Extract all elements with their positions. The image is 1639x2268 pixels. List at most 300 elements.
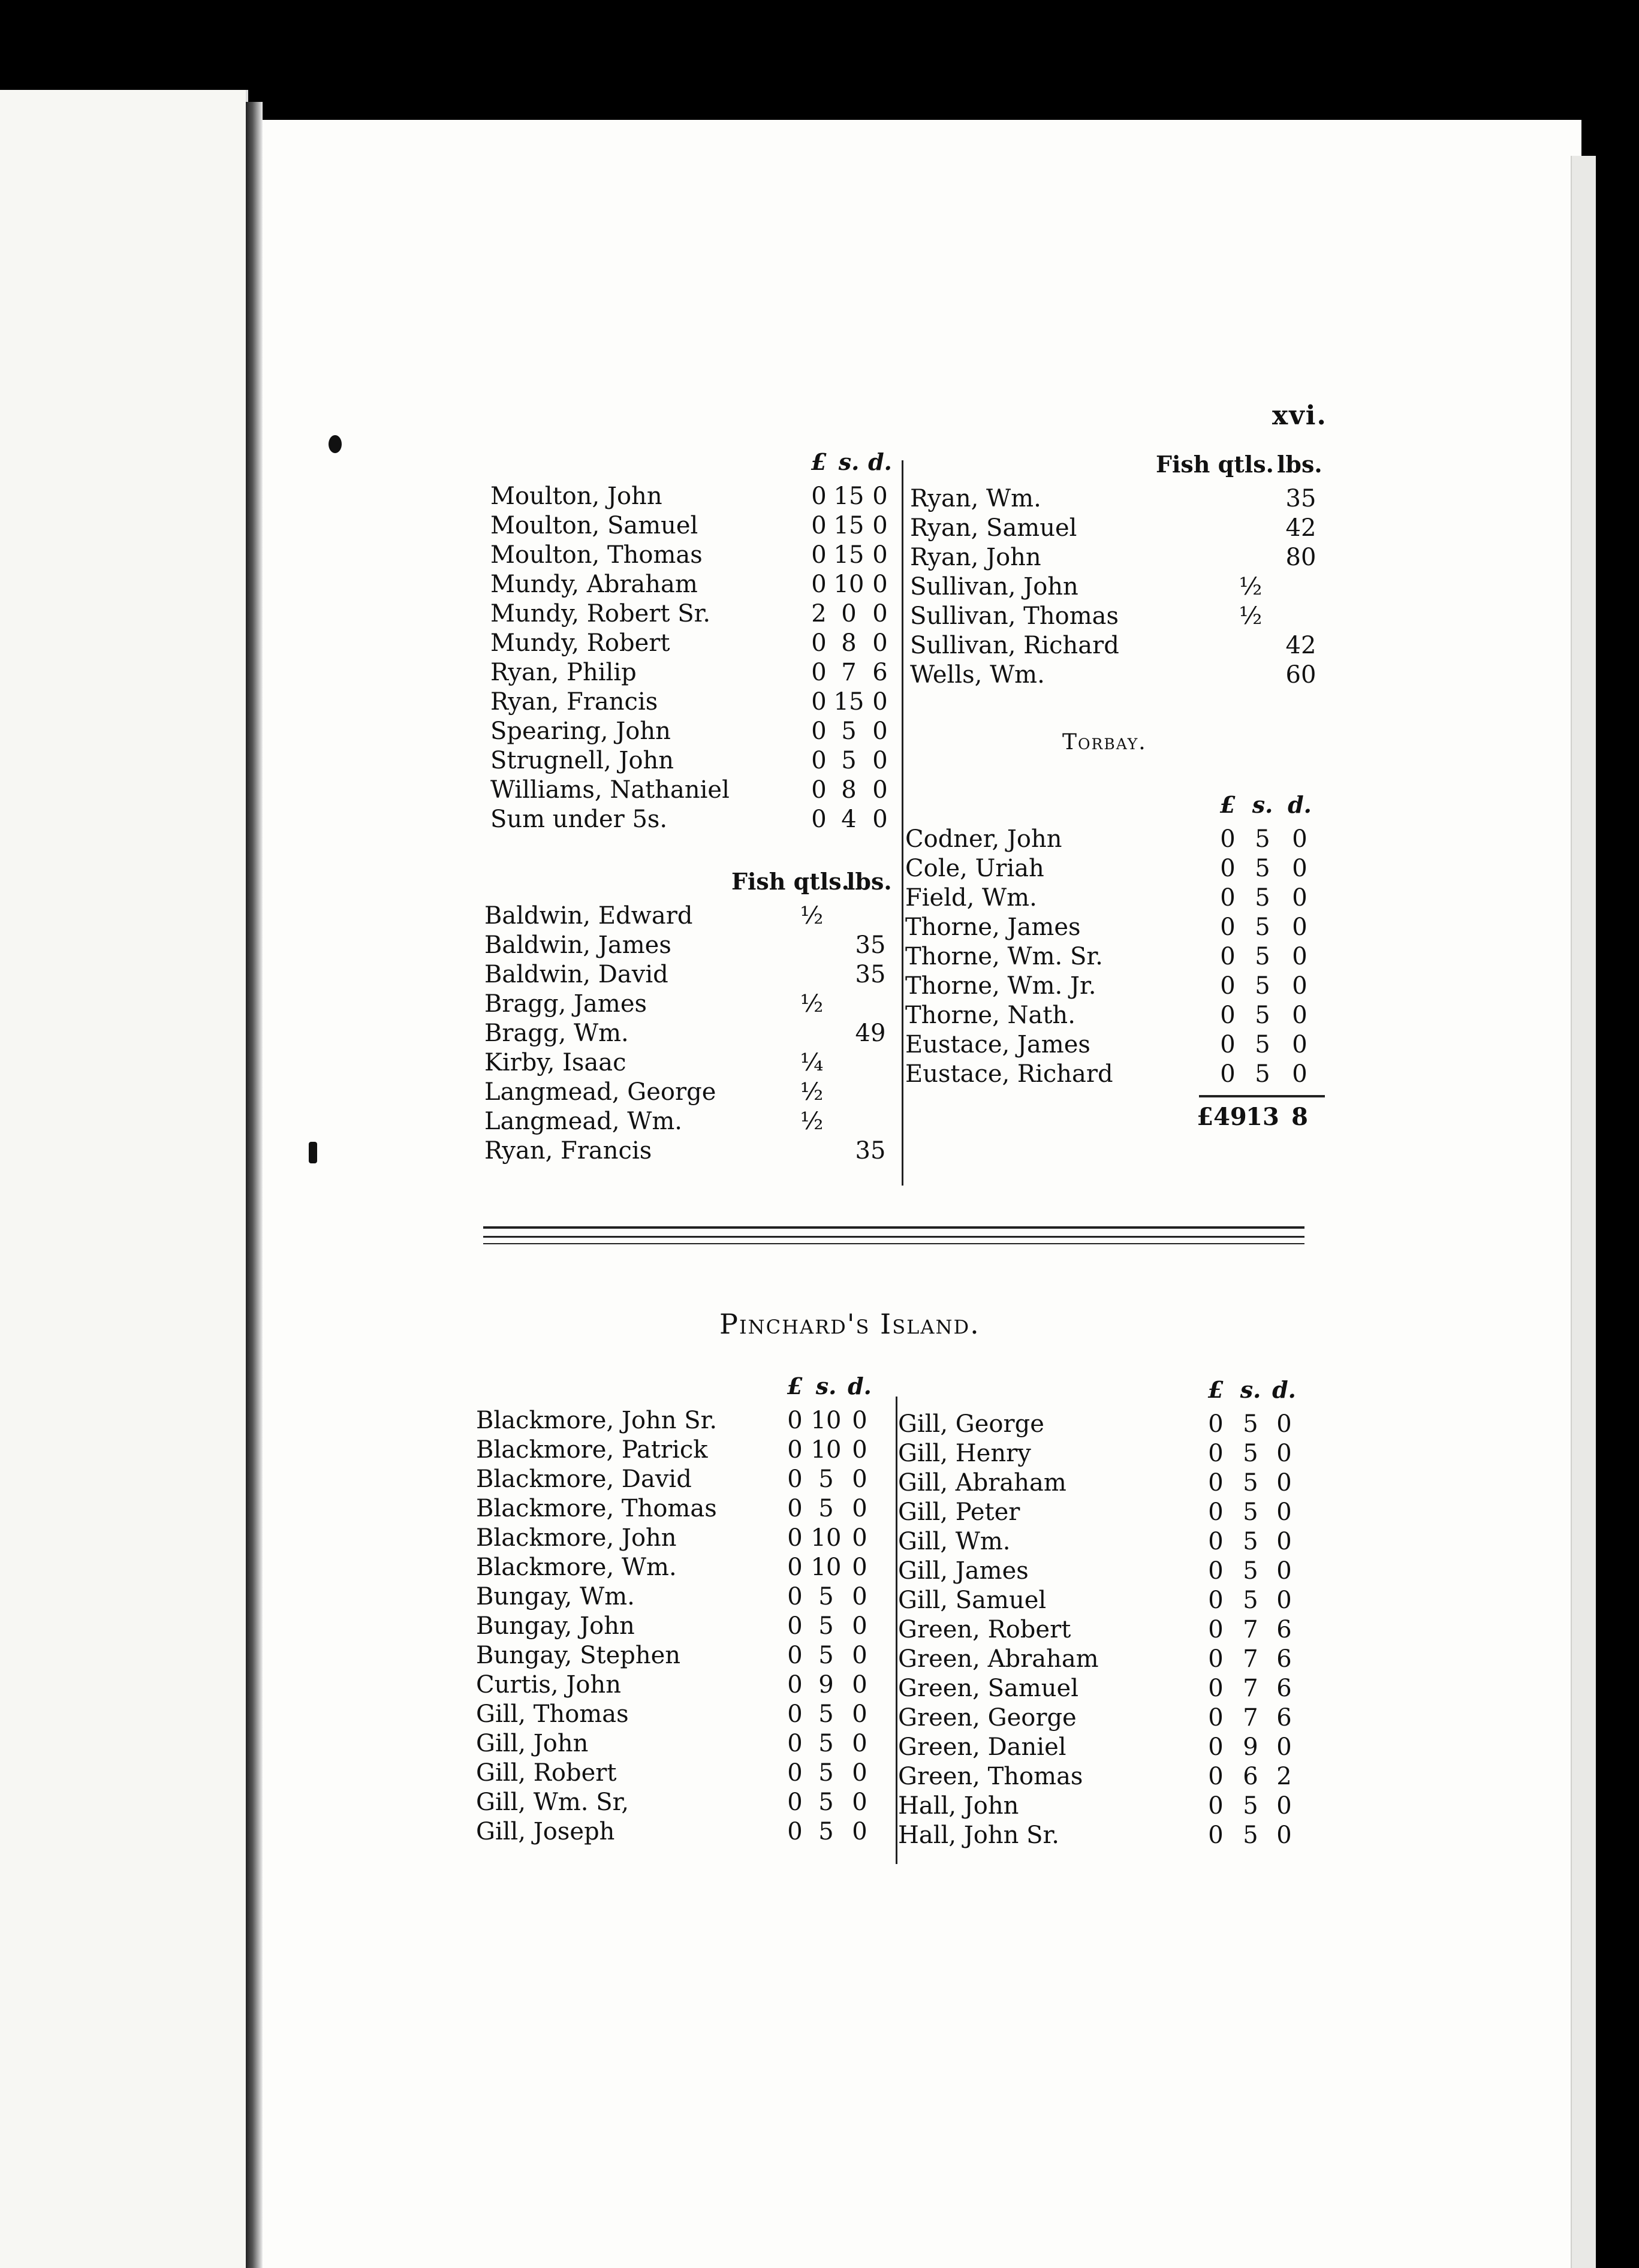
- lbs-value: 42: [1285, 514, 1316, 542]
- shillings-value: 5: [1243, 1498, 1258, 1526]
- pounds-value: 0: [787, 1730, 803, 1757]
- pence-header: d.: [848, 1373, 872, 1400]
- lbs-value: 49: [855, 1020, 886, 1047]
- pounds-value: 0: [811, 512, 827, 539]
- shillings-header: s.: [1240, 1376, 1261, 1403]
- table-row: [490, 541, 910, 570]
- lbs-header: lbs.: [1277, 451, 1322, 478]
- table-row: [476, 1670, 896, 1700]
- pounds-value: 0: [1220, 913, 1236, 941]
- fish-header: [484, 868, 904, 901]
- table-row: [476, 1641, 896, 1670]
- total-pounds: £49: [1197, 1103, 1247, 1131]
- shillings-value: 5: [1243, 1587, 1258, 1614]
- table-row: [898, 1615, 1330, 1645]
- pence-value: 0: [852, 1524, 867, 1552]
- pence-value: 6: [1276, 1704, 1292, 1732]
- pounds-value: 0: [787, 1465, 803, 1493]
- person-name: Ryan, Wm.: [910, 485, 1041, 512]
- table-row: [476, 1612, 896, 1641]
- person-name: Blackmore, Thomas: [476, 1495, 717, 1522]
- shillings-value: 5: [1255, 972, 1270, 1000]
- pounds-header: £: [1207, 1376, 1224, 1403]
- pounds-value: 0: [1220, 1060, 1236, 1088]
- person-name: Green, Daniel: [898, 1733, 1066, 1761]
- pence-value: 0: [1276, 1410, 1292, 1438]
- table-row: [910, 602, 1342, 631]
- shillings-value: 7: [1243, 1645, 1258, 1673]
- shillings-value: 5: [818, 1789, 834, 1816]
- shillings-value: 7: [1243, 1675, 1258, 1702]
- person-name: Gill, Henry: [898, 1440, 1031, 1467]
- table-row: [476, 1553, 896, 1582]
- pinchards-right-table: [898, 1376, 1330, 1850]
- pence-value: 0: [872, 541, 888, 569]
- table-row: [898, 1821, 1330, 1850]
- pence-value: 0: [1276, 1733, 1292, 1761]
- pounds-value: 0: [811, 629, 827, 657]
- shillings-header: s.: [838, 448, 860, 475]
- pinchards-left-table: [476, 1373, 896, 1847]
- pence-value: 0: [852, 1436, 867, 1464]
- lbs-value: 35: [855, 961, 886, 988]
- table-row: [910, 631, 1342, 661]
- person-name: Sullivan, Thomas: [910, 602, 1119, 630]
- pounds-value: 0: [1220, 884, 1236, 912]
- person-name: Moulton, John: [490, 482, 662, 510]
- table-row: [905, 972, 1337, 1001]
- table-row: [490, 746, 910, 776]
- person-name: Hall, John: [898, 1792, 1019, 1820]
- pence-value: 0: [1292, 825, 1307, 853]
- pence-value: 6: [872, 659, 888, 686]
- shillings-value: 5: [1255, 913, 1270, 941]
- lbs-value: 60: [1285, 661, 1316, 689]
- table-row: [898, 1792, 1330, 1821]
- shillings-value: 10: [811, 1554, 842, 1581]
- pounds-value: 0: [1208, 1645, 1224, 1673]
- pounds-value: 0: [811, 806, 827, 833]
- person-name: Langmead, George: [484, 1078, 716, 1106]
- table-row: [898, 1498, 1330, 1527]
- pounds-value: 0: [1208, 1587, 1224, 1614]
- pounds-value: 0: [1208, 1469, 1224, 1497]
- person-name: Ryan, Philip: [490, 659, 637, 686]
- total-shillings: 13: [1246, 1103, 1279, 1131]
- shillings-value: 5: [818, 1759, 834, 1787]
- lbs-value: 35: [1285, 485, 1316, 512]
- table-row: [898, 1762, 1330, 1792]
- person-name: Baldwin, Edward: [484, 902, 693, 930]
- pence-value: 0: [872, 571, 888, 598]
- shillings-value: 8: [841, 629, 857, 657]
- pence-value: 0: [872, 629, 888, 657]
- pence-value: 0: [1292, 972, 1307, 1000]
- section-rule: [483, 1226, 1304, 1229]
- table-row: [905, 883, 1337, 913]
- pounds-value: 0: [787, 1583, 803, 1610]
- person-name: Blackmore, John: [476, 1524, 677, 1552]
- person-name: Eustace, Richard: [905, 1060, 1113, 1088]
- fish-qtls-value: ¼: [800, 1049, 824, 1076]
- person-name: Baldwin, David: [484, 961, 668, 988]
- table-row: [476, 1465, 896, 1494]
- pounds-header: £: [1219, 791, 1236, 818]
- pounds-value: 0: [811, 776, 827, 804]
- person-name: Bungay, Wm.: [476, 1583, 635, 1610]
- shillings-value: 10: [811, 1407, 842, 1434]
- person-name: Green, Samuel: [898, 1675, 1079, 1702]
- section-rule: [483, 1236, 1304, 1238]
- pounds-value: 0: [1208, 1616, 1224, 1643]
- torbay-table: [905, 791, 1337, 1132]
- table-row: [905, 942, 1337, 972]
- pence-value: 0: [1276, 1587, 1292, 1614]
- shillings-value: 9: [1243, 1733, 1258, 1761]
- pounds-value: 0: [787, 1818, 803, 1845]
- lbs-value: 80: [1285, 544, 1316, 571]
- person-name: Gill, Peter: [898, 1498, 1020, 1526]
- person-name: Ryan, Francis: [490, 688, 658, 716]
- shillings-value: 5: [1243, 1557, 1258, 1585]
- shillings-value: 5: [1255, 825, 1270, 853]
- shillings-value: 7: [1243, 1616, 1258, 1643]
- left-fish-table: [484, 868, 904, 1166]
- pence-value: 0: [852, 1612, 867, 1640]
- table-row: [905, 854, 1337, 883]
- pence-value: 0: [852, 1671, 867, 1699]
- shillings-value: 15: [833, 541, 864, 569]
- right-fish-table: [910, 451, 1342, 690]
- pounds-value: 0: [787, 1554, 803, 1581]
- pence-value: 0: [872, 747, 888, 774]
- table-row: [476, 1729, 896, 1759]
- table-row: [898, 1439, 1330, 1468]
- person-name: Wells, Wm.: [910, 661, 1045, 689]
- table-row: [476, 1759, 896, 1788]
- pounds-value: 0: [1220, 855, 1236, 882]
- money-header: [905, 791, 1337, 825]
- total-pence: 8: [1291, 1103, 1308, 1131]
- shillings-value: 5: [818, 1495, 834, 1522]
- pence-value: 0: [1292, 884, 1307, 912]
- shillings-value: 5: [1255, 1060, 1270, 1088]
- table-row: [476, 1582, 896, 1612]
- pounds-value: 0: [787, 1789, 803, 1816]
- shillings-value: 5: [1255, 884, 1270, 912]
- pounds-value: 0: [1208, 1410, 1224, 1438]
- person-name: Ryan, Samuel: [910, 514, 1077, 542]
- shillings-value: 5: [1243, 1410, 1258, 1438]
- table-row: [490, 717, 910, 746]
- pounds-value: 0: [1208, 1528, 1224, 1555]
- pence-value: 0: [1292, 1002, 1307, 1029]
- person-name: Green, Robert: [898, 1616, 1071, 1643]
- shillings-value: 7: [1243, 1704, 1258, 1732]
- ink-blot: [329, 435, 342, 453]
- person-name: Sullivan, Richard: [910, 632, 1119, 659]
- table-row: [898, 1586, 1330, 1615]
- table-row: [905, 825, 1337, 854]
- table-row: [898, 1703, 1330, 1733]
- pounds-value: 0: [787, 1407, 803, 1434]
- lbs-value: 42: [1285, 632, 1316, 659]
- person-name: Moulton, Thomas: [490, 541, 703, 569]
- pence-value: 0: [852, 1700, 867, 1728]
- pounds-value: 0: [1208, 1821, 1224, 1849]
- table-row: [490, 629, 910, 658]
- shillings-value: 5: [818, 1730, 834, 1757]
- person-name: Gill, Wm. Sr,: [476, 1789, 629, 1816]
- shillings-value: 5: [818, 1465, 834, 1493]
- person-name: Eustace, James: [905, 1031, 1090, 1058]
- fish-qtls-value: ½: [1239, 573, 1263, 601]
- table-row: [898, 1410, 1330, 1439]
- pounds-value: 0: [1220, 972, 1236, 1000]
- section-rule: [483, 1243, 1304, 1244]
- person-name: Moulton, Samuel: [490, 512, 698, 539]
- book-gutter: [246, 102, 263, 2268]
- person-name: Thorne, Wm. Jr.: [905, 972, 1096, 1000]
- pence-value: 0: [872, 688, 888, 716]
- table-row: [910, 543, 1342, 572]
- table-row: [484, 901, 904, 931]
- shillings-value: 9: [818, 1671, 834, 1699]
- person-name: Gill, Abraham: [898, 1469, 1066, 1497]
- table-row: [490, 658, 910, 687]
- table-row: [476, 1524, 896, 1553]
- person-name: Hall, John Sr.: [898, 1821, 1059, 1849]
- person-name: Gill, Wm.: [898, 1528, 1011, 1555]
- table-row: [910, 484, 1342, 514]
- person-name: Gill, John: [476, 1730, 589, 1757]
- pence-value: 0: [852, 1554, 867, 1581]
- pence-value: 0: [852, 1642, 867, 1669]
- pounds-header: £: [787, 1373, 803, 1400]
- table-row: [898, 1527, 1330, 1557]
- pence-value: 0: [872, 776, 888, 804]
- person-name: Gill, Robert: [476, 1759, 617, 1787]
- money-header: [476, 1373, 896, 1406]
- person-name: Thorne, James: [905, 913, 1081, 941]
- pence-value: 0: [852, 1465, 867, 1493]
- shillings-value: 15: [833, 482, 864, 510]
- shillings-header: s.: [1252, 791, 1273, 818]
- pence-value: 0: [1292, 943, 1307, 970]
- pence-value: 0: [852, 1789, 867, 1816]
- table-row: [898, 1733, 1330, 1762]
- left-money-table: [490, 448, 910, 834]
- person-name: Thorne, Nath.: [905, 1002, 1075, 1029]
- pounds-value: 0: [811, 747, 827, 774]
- pounds-value: 0: [1208, 1557, 1224, 1585]
- table-row: [490, 482, 910, 511]
- table-row: [476, 1700, 896, 1729]
- pence-value: 0: [1276, 1821, 1292, 1849]
- fish-qtls-header: Fish qtls.: [1156, 451, 1274, 478]
- person-name: Mundy, Robert: [490, 629, 670, 657]
- person-name: Gill, Samuel: [898, 1587, 1047, 1614]
- pence-value: 0: [852, 1759, 867, 1787]
- pounds-value: 0: [1220, 825, 1236, 853]
- shillings-value: 5: [1255, 1002, 1270, 1029]
- pence-value: 0: [1292, 1060, 1307, 1088]
- person-name: Langmead, Wm.: [484, 1108, 683, 1135]
- table-row: [490, 511, 910, 541]
- fish-header: [910, 451, 1342, 484]
- fish-qtls-value: ½: [800, 902, 824, 930]
- fish-qtls-value: ½: [800, 990, 824, 1018]
- table-row: [898, 1557, 1330, 1586]
- shillings-value: 5: [1243, 1440, 1258, 1467]
- person-name: Baldwin, James: [484, 931, 671, 959]
- shillings-value: 5: [841, 747, 857, 774]
- pence-value: 0: [872, 512, 888, 539]
- column-divider: [902, 460, 903, 1186]
- table-row: [476, 1435, 896, 1465]
- fish-qtls-value: ½: [800, 1108, 824, 1135]
- shillings-value: 8: [841, 776, 857, 804]
- table-row: [490, 805, 910, 834]
- pounds-value: 0: [1208, 1704, 1224, 1732]
- pounds-value: 0: [1220, 1031, 1236, 1058]
- person-name: Bungay, Stephen: [476, 1642, 681, 1669]
- person-name: Ryan, John: [910, 544, 1041, 571]
- table-row: [484, 990, 904, 1019]
- ink-blot: [309, 1142, 317, 1163]
- person-name: Gill, Thomas: [476, 1700, 629, 1728]
- pounds-value: 0: [811, 659, 827, 686]
- table-row: [905, 1001, 1337, 1030]
- section-title: Pinchard's Island.: [719, 1308, 980, 1340]
- column-divider: [896, 1397, 897, 1864]
- person-name: Blackmore, Patrick: [476, 1436, 708, 1464]
- shillings-value: 5: [1255, 943, 1270, 970]
- shillings-value: 15: [833, 512, 864, 539]
- shillings-value: 5: [818, 1583, 834, 1610]
- pounds-value: 0: [1208, 1792, 1224, 1820]
- pounds-value: 0: [787, 1524, 803, 1552]
- table-row: [484, 931, 904, 960]
- pounds-value: 0: [1208, 1733, 1224, 1761]
- table-row: [898, 1674, 1330, 1703]
- shillings-value: 15: [833, 688, 864, 716]
- pence-header: d.: [1288, 791, 1312, 818]
- fish-qtls-header: Fish qtls.: [731, 868, 849, 895]
- person-name: Cole, Uriah: [905, 855, 1044, 882]
- fish-qtls-value: ½: [800, 1078, 824, 1106]
- page-number: xvi.: [1272, 400, 1327, 431]
- table-row: [476, 1788, 896, 1817]
- shillings-value: 6: [1243, 1763, 1258, 1790]
- pence-value: 6: [1276, 1616, 1292, 1643]
- table-row: [490, 687, 910, 717]
- lbs-header: lbs.: [846, 868, 892, 895]
- pounds-value: 0: [787, 1759, 803, 1787]
- table-row: [910, 514, 1342, 543]
- shillings-value: 10: [811, 1524, 842, 1552]
- person-name: Blackmore, Wm.: [476, 1554, 677, 1581]
- pence-value: 0: [852, 1495, 867, 1522]
- person-name: Bragg, James: [484, 990, 647, 1018]
- shillings-value: 10: [811, 1436, 842, 1464]
- person-name: Bragg, Wm.: [484, 1020, 629, 1047]
- pounds-value: 0: [787, 1671, 803, 1699]
- pounds-value: 0: [1208, 1440, 1224, 1467]
- shillings-value: 5: [818, 1700, 834, 1728]
- person-name: Kirby, Isaac: [484, 1049, 626, 1076]
- table-row: [484, 1019, 904, 1048]
- person-name: Thorne, Wm. Sr.: [905, 943, 1103, 970]
- pounds-value: 0: [787, 1495, 803, 1522]
- table-row: [898, 1468, 1330, 1498]
- shillings-value: 5: [818, 1612, 834, 1640]
- document-page: [263, 120, 1581, 2268]
- table-row: [905, 1060, 1337, 1089]
- person-name: Mundy, Robert Sr.: [490, 600, 711, 628]
- person-name: Bungay, John: [476, 1612, 635, 1640]
- page-edge: [1571, 156, 1596, 2268]
- person-name: Green, George: [898, 1704, 1077, 1732]
- table-row: [484, 1107, 904, 1136]
- person-name: Field, Wm.: [905, 884, 1037, 912]
- facing-page: [0, 90, 248, 2268]
- pounds-value: 0: [1208, 1763, 1224, 1790]
- total-rule: [1199, 1095, 1325, 1097]
- shillings-value: 5: [1255, 1031, 1270, 1058]
- table-row: [905, 913, 1337, 942]
- shillings-value: 5: [841, 717, 857, 745]
- pence-value: 2: [1276, 1763, 1292, 1790]
- person-name: Gill, George: [898, 1410, 1044, 1438]
- person-name: Blackmore, David: [476, 1465, 692, 1493]
- pounds-value: 0: [1220, 1002, 1236, 1029]
- pence-value: 0: [1276, 1528, 1292, 1555]
- pence-value: 0: [872, 482, 888, 510]
- torbay-total: [905, 1102, 1337, 1132]
- pounds-value: 0: [787, 1700, 803, 1728]
- pounds-value: 0: [787, 1436, 803, 1464]
- person-name: Green, Abraham: [898, 1645, 1099, 1673]
- person-name: Gill, Joseph: [476, 1818, 615, 1845]
- pounds-value: 0: [811, 482, 827, 510]
- pounds-value: 0: [811, 541, 827, 569]
- person-name: Gill, James: [898, 1557, 1029, 1585]
- pence-value: 0: [1276, 1440, 1292, 1467]
- table-row: [484, 1048, 904, 1078]
- table-row: [490, 570, 910, 599]
- person-name: Strugnell, John: [490, 747, 674, 774]
- table-row: [910, 572, 1342, 602]
- pence-value: 0: [872, 717, 888, 745]
- pence-header: d.: [868, 448, 892, 475]
- lbs-value: 35: [855, 1137, 886, 1165]
- lbs-value: 35: [855, 931, 886, 959]
- pence-value: 0: [1276, 1498, 1292, 1526]
- table-row: [490, 599, 910, 629]
- table-row: [476, 1406, 896, 1435]
- table-row: [490, 776, 910, 805]
- person-name: Mundy, Abraham: [490, 571, 698, 598]
- shillings-value: 5: [1255, 855, 1270, 882]
- pence-value: 0: [1276, 1469, 1292, 1497]
- table-row: [476, 1817, 896, 1847]
- pence-value: 0: [872, 806, 888, 833]
- pounds-value: 0: [787, 1642, 803, 1669]
- table-row: [484, 1136, 904, 1166]
- shillings-value: 5: [818, 1818, 834, 1845]
- pence-value: 0: [872, 600, 888, 628]
